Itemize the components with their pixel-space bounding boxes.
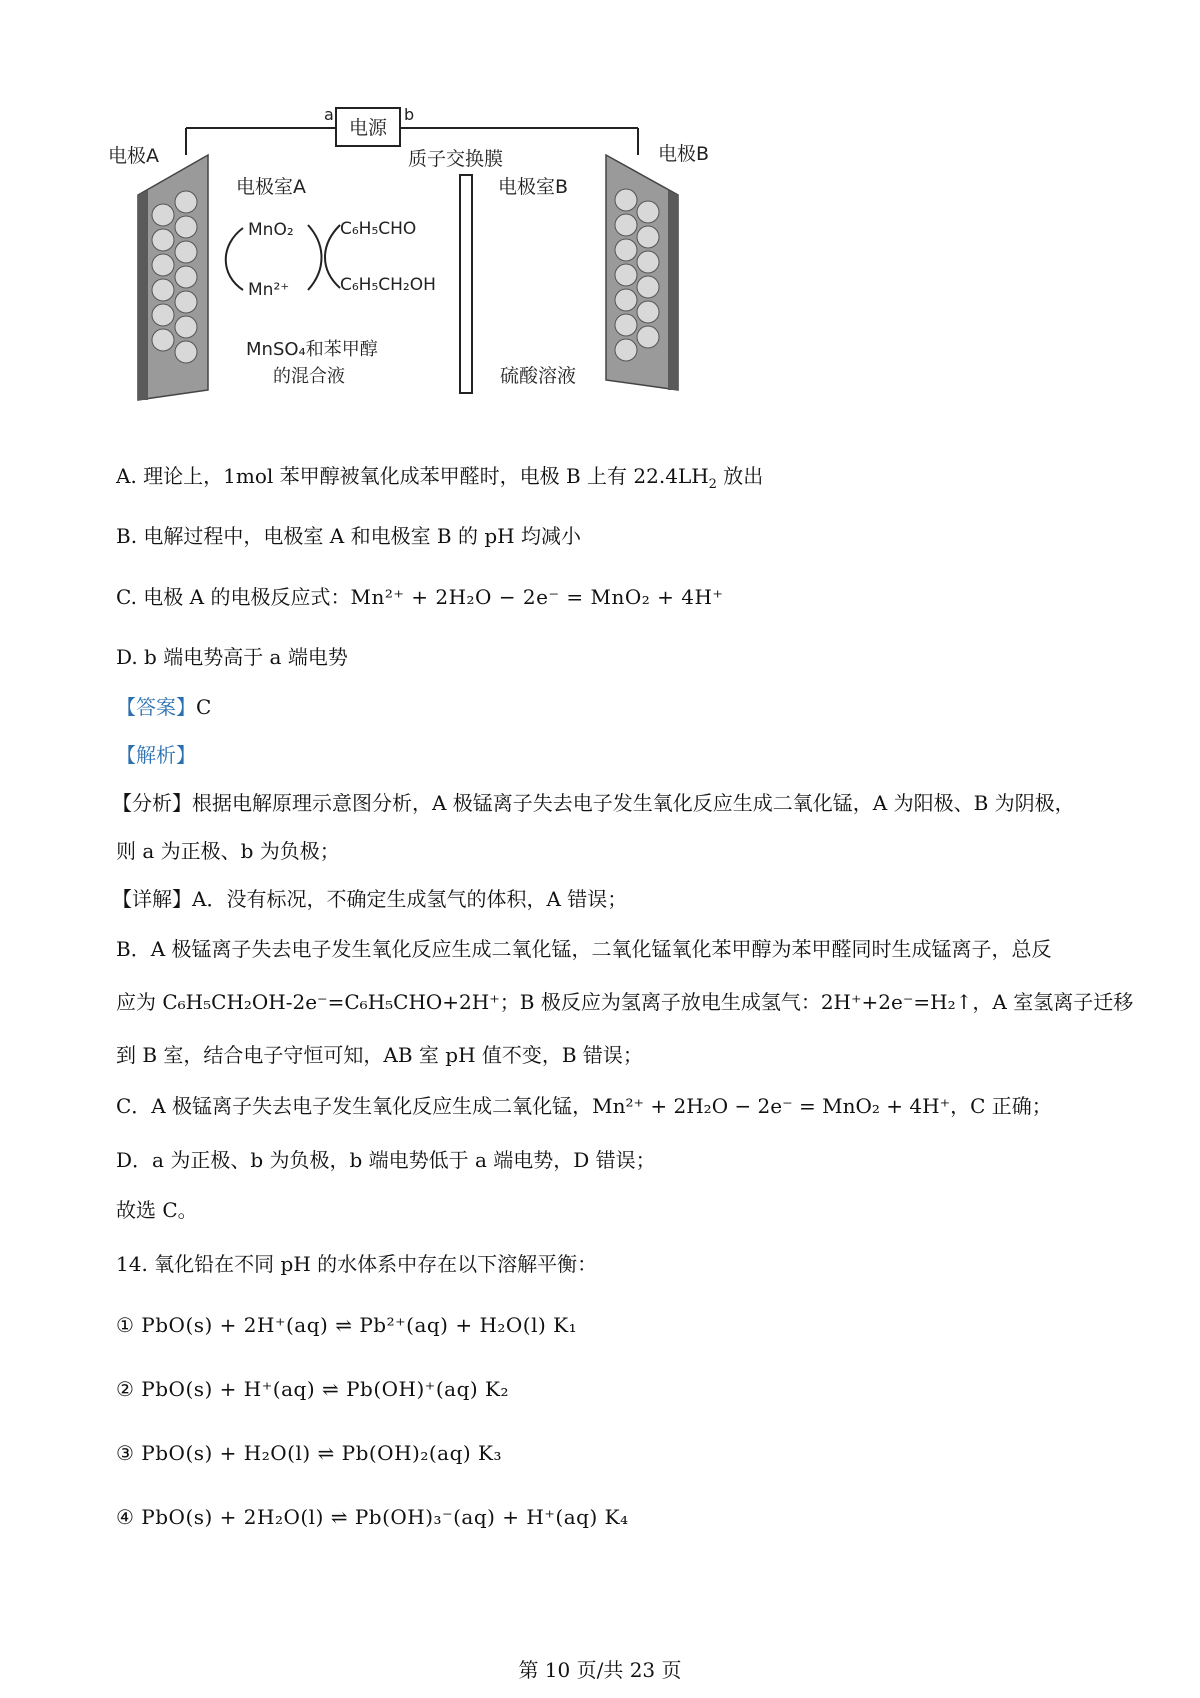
chamber-a-label: 电极室A [236, 176, 306, 198]
option-c-equation: Mn²⁺ + 2H₂O − 2e⁻ = MnO₂ + 4H⁺ [350, 585, 724, 609]
solution-a-line2: 的混合液 [273, 366, 345, 387]
page-footer: 第 10 页/共 23 页 [518, 1658, 682, 1682]
arc-arrow-left [226, 228, 243, 290]
membrane-label: 质子交换膜 [408, 148, 504, 170]
option-c-text: C. 电极 A 的电极反应式： [116, 585, 351, 609]
answer-tag: 【答案】 [116, 695, 196, 719]
equilibrium-4: ④ PbO(s) + 2H₂O(l) ⇌ Pb(OH)₃⁻(aq) + H⁺(aq) K₄ [116, 1505, 629, 1529]
species-c6h5ch2oh: C₆H₅CH₂OH [340, 275, 436, 295]
equilibrium-3: ③ PbO(s) + H₂O(l) ⇌ Pb(OH)₂(aq) K₃ [116, 1441, 502, 1465]
chamber-b-label: 电极室B [498, 176, 569, 198]
answer-line [116, 693, 211, 721]
solution-b-label: 硫酸溶液 [500, 365, 577, 387]
analysis-xiangjie-d: D．a 为正极、b 为负极，b 端电势低于 a 端电势，D 错误； [116, 1148, 656, 1172]
power-source-label: 电源 [348, 117, 388, 139]
question-14-stem: 14. 氧化铅在不同 pH 的水体系中存在以下溶解平衡： [116, 1252, 598, 1276]
analysis-xiangjie-b3: 到 B 室，结合电子守恒可知，AB 室 pH 值不变，B 错误； [116, 1043, 643, 1067]
answer-value: C [196, 695, 212, 719]
analysis-xiangjie-c: C．A 极锰离子失去电子发生氧化反应生成二氧化锰，Mn²⁺ + 2H₂O − 2e⁻ = MnO₂ + 4H⁺，C 正确； [116, 1094, 1052, 1118]
analysis-fenxi-1: 【分析】根据电解原理示意图分析，A 极锰离子失去电子发生氧化反应生成二氧化锰，A 为阳极、B 为阴极， [112, 791, 1075, 815]
solution-a-line1: MnSO₄和苯甲醇 [246, 339, 378, 360]
analysis-xiangjie-b1: B．A 极锰离子失去电子发生氧化反应生成二氧化锰，二氧化锰氧化苯甲醇为苯甲醛同时生成锰离子，总反 [116, 937, 1052, 961]
analysis-tag: 【解析】 [116, 743, 196, 767]
arc-arrow-mid-left [308, 225, 322, 290]
electrode-a-label: 电极A [108, 145, 159, 167]
analysis-conclusion: 故选 C。 [116, 1198, 198, 1222]
analysis-xiangjie-b2: 应为 C₆H₅CH₂OH-2e⁻=C₆H₅CHO+2H⁺；B 极反应为氢离子放电生成氢气：2H⁺+2e⁻=H₂↑，A 室氢离子迁移 [116, 990, 1134, 1014]
option-a-tail: 放出 [716, 464, 764, 488]
proton-exchange-membrane [460, 175, 472, 393]
species-mno2: MnO₂ [248, 220, 294, 240]
electrode-b-label: 电极B [658, 143, 710, 165]
electrolysis-diagram [108, 100, 828, 435]
option-a-text: A. 理论上，1mol 苯甲醇被氧化成苯甲醛时，电极 B 上有 22.4LH [116, 464, 709, 488]
equilibrium-1: ① PbO(s) + 2H⁺(aq) ⇌ Pb²⁺(aq) + H₂O(l) K₁ [116, 1313, 578, 1337]
analysis-fenxi-2: 则 a 为正极、b 为负极； [116, 839, 340, 863]
electrode-a-plate [138, 155, 208, 400]
option-c [116, 583, 724, 611]
species-mn2: Mn²⁺ [248, 280, 290, 300]
option-d: D. b 端电势高于 a 端电势 [116, 645, 348, 669]
terminal-a-label: a [324, 105, 334, 124]
equilibrium-2: ② PbO(s) + H⁺(aq) ⇌ Pb(OH)⁺(aq) K₂ [116, 1377, 509, 1401]
electrode-a-edge [138, 190, 148, 400]
option-b: B. 电解过程中，电极室 A 和电极室 B 的 pH 均减小 [116, 524, 581, 548]
species-c6h5cho: C₆H₅CHO [340, 219, 417, 239]
electrode-b-edge [668, 190, 678, 390]
analysis-xiangjie-a: 【详解】A．没有标况，不确定生成氢气的体积，A 错误； [112, 887, 628, 911]
option-a-subscript: 2 [708, 477, 717, 492]
terminal-b-label: b [404, 105, 415, 124]
arc-arrow-mid-right [325, 225, 340, 288]
option-a [116, 462, 763, 499]
